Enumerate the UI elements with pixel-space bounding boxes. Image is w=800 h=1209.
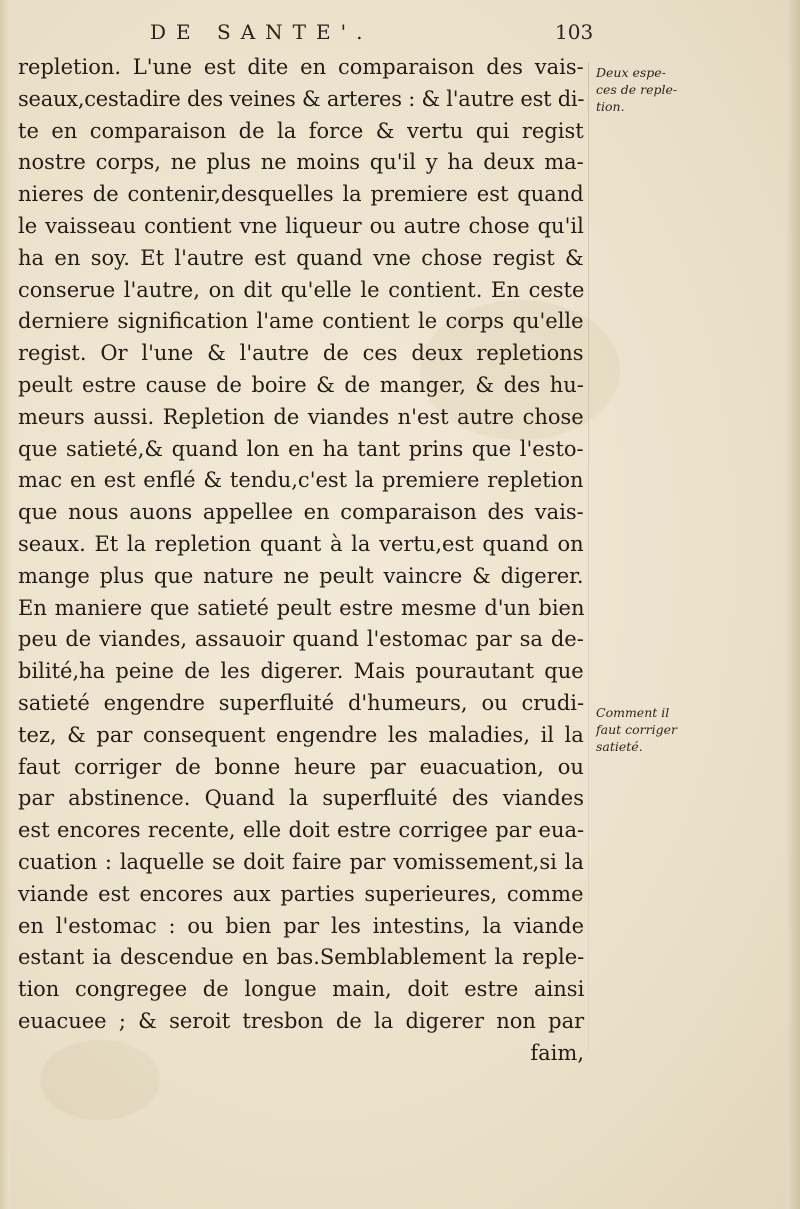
text-line: viande est encores aux parties superieures, comme <box>18 881 584 906</box>
text-line: par abstinence. Quand la superfluité des viandes <box>18 786 585 811</box>
margin-note-repletion: Deux espe- ces de reple- tion. <box>596 65 678 114</box>
margin-note-satiete: Comment il faut corriger satieté. <box>596 705 677 754</box>
text-line: repletion. L'une est dite en comparaison des vais- <box>18 55 584 79</box>
text-line: regist. Or l'une & l'autre de ces deux repletions <box>18 341 584 366</box>
text-line: bilité,ha peine de les digerer. Mais pourautant que <box>18 659 584 684</box>
text-line: le vaisseau contient vne liqueur ou autre chose qu'il <box>18 213 584 238</box>
text-line: peu de viandes, assauoir quand l'estomac par sa de- <box>18 627 584 652</box>
margin-rule <box>588 62 589 1052</box>
text-line: meurs aussi. Repletion de viandes n'est autre chose <box>18 404 584 429</box>
text-line: te en comparaison de la force & vertu qui regist <box>18 118 584 143</box>
text-line: satieté engendre superfluité d'humeurs, ou crudi- <box>18 690 585 715</box>
text-line: seaux,cestadire des veines & arteres : & l'autre est di- <box>18 86 585 111</box>
text-line: tion congregee de longue main, doit estre ainsi <box>18 977 585 1002</box>
text-line: tez, & par consequent engendre les maladies, il la <box>18 722 584 747</box>
text-line: conserue l'autre, on dit qu'elle le contient. En ceste <box>18 277 585 302</box>
text-line: que satieté,& quand lon en ha tant prins que l'esto- <box>18 436 584 461</box>
text-line: mac en est enflé & tendu,c'est la premiere repletion <box>18 468 584 493</box>
text-line: derniere signification l'ame contient le corps qu'elle <box>18 309 584 334</box>
text-line: faut corriger de bonne heure par euacuation, ou <box>18 754 584 779</box>
running-title: DE SANTE'. <box>150 20 373 44</box>
text-line: que nous auons appellee en comparaison des vais- <box>18 500 584 525</box>
page-number: 103 <box>555 20 594 44</box>
text-line: est encores recente, elle doit estre corrigee par eua- <box>18 818 585 843</box>
text-line: mange plus que nature ne peult vaincre & digerer. <box>18 563 584 588</box>
text-line: faim, <box>530 1040 584 1065</box>
text-line: estant ia descendue en bas.Semblablement la reple- <box>18 945 585 970</box>
text-line: en l'estomac : ou bien par les intestins, la viande <box>18 913 585 938</box>
text-line: nieres de contenir,desquelles la premiere est quand <box>18 182 584 207</box>
page-gutter-shadow <box>0 0 10 1209</box>
text-line: ha en soy. Et l'autre est quand vne chose regist & <box>18 245 584 270</box>
text-line: cuation : laquelle se doit faire par vomissement,si la <box>18 849 584 874</box>
text-line: seaux. Et la repletion quant à la vertu,est quand on <box>18 531 584 556</box>
body-text-block <box>18 52 584 1070</box>
text-line: peult estre cause de boire & de manger, & des hu- <box>18 372 584 397</box>
text-line: euacuee ; & seroit tresbon de la digerer non par <box>18 1008 585 1033</box>
text-line: En maniere que satieté peult estre mesme d'un bien <box>18 595 585 620</box>
page-edge-shadow <box>786 0 800 1209</box>
text-line: nostre corps, ne plus ne moins qu'il y ha deux ma- <box>18 150 584 175</box>
